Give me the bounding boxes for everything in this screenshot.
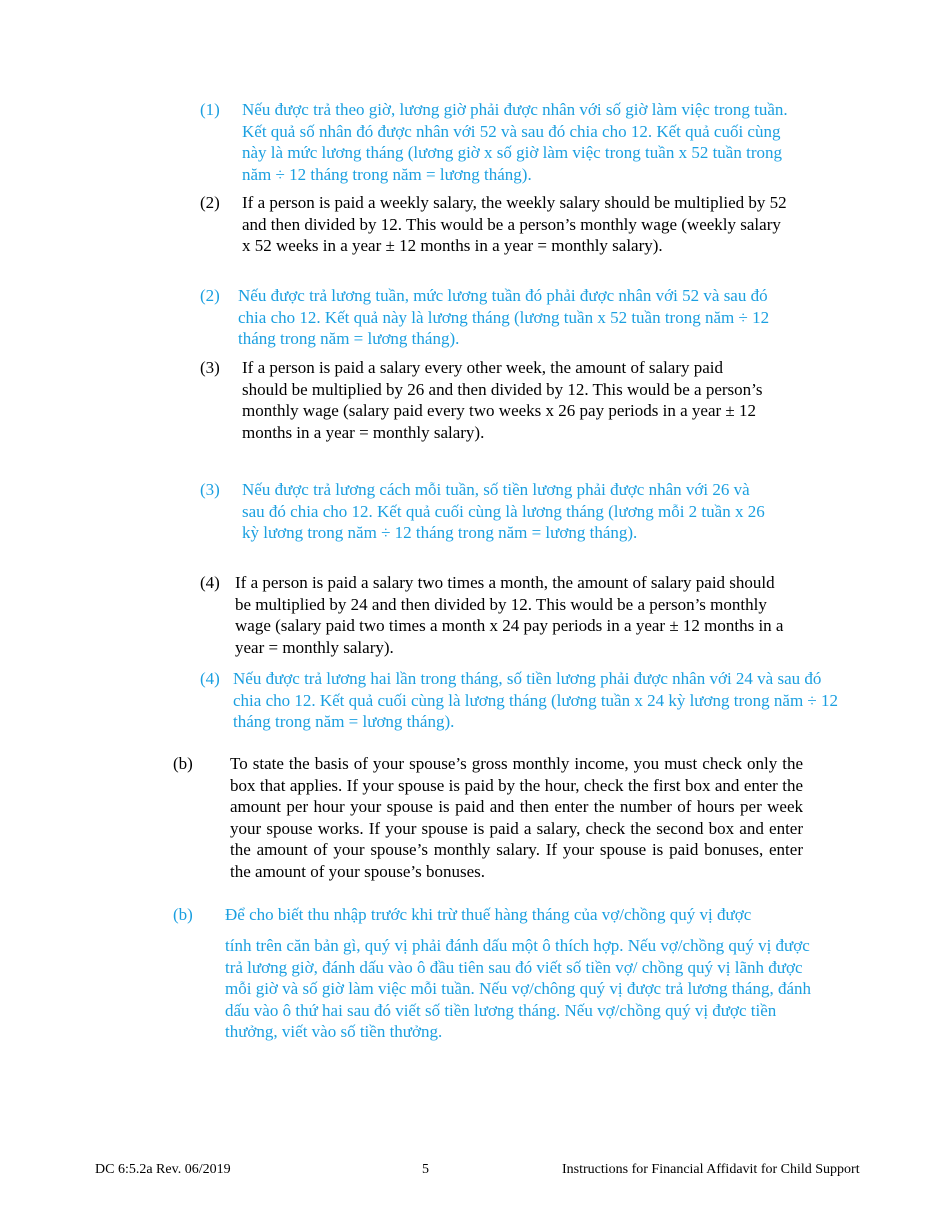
paragraph-b-vi [173, 904, 813, 926]
item-2-vi [200, 285, 775, 350]
paragraph-text: To state the basis of your spouse’s gross monthly income, you must check only the box that applies. If your spouse is paid by the hour, check the first box and enter the amount per hour your spouse is paid and then enter the number of hours per week your spouse works. If your spouse is paid a salary, check the second box and enter the amount of your spouse’s monthly salary. If your spouse is paid bonuses, enter the amount of your spouse’s bonuses. [230, 754, 803, 881]
paragraph-b-vi-body [225, 935, 815, 1043]
item-text: If a person is paid a salary two times a month, the amount of salary paid should be multiplied by 24 and then divided by 12. This would be a person’s monthly wage (salary paid two times a month x 24 pay periods in a year ± 12 months in a year = monthly salary). [235, 573, 784, 657]
footer-page-number: 5 [422, 1162, 429, 1177]
paragraph-first-line: Để cho biết thu nhập trước khi trừ thuế hàng tháng của vợ/chồng quý vị được [225, 905, 752, 924]
item-number: (3) [200, 480, 220, 499]
item-4-en [200, 572, 785, 658]
item-text: If a person is paid a salary every other week, the amount of salary paid should be multiplied by 26 and then divided by 12. This would be a person’s monthly wage (salary paid every two weeks x 26 pay periods in a year ± 12 months in a year = monthly salary). [242, 358, 763, 442]
footer-title: Instructions for Financial Affidavit for Child Support [562, 1162, 860, 1177]
paragraph-text: tính trên căn bản gì, quý vị phải đánh dấu một ô thích hợp. Nếu vợ/chồng quý vị được trả lương giờ, đánh dấu vào ô đầu tiên sau đó viết số tiền vợ/ chồng quý vị lãnh được mỗi giờ và số giờ làm việc mỗi tuần. Nếu vợ/chông quý vị được trả lương tháng, đánh dấu vào ô thứ hai sau đó viết số tiền lương tháng. Nếu vợ/chồng quý vị được tiền thưởng, viết vào số tiền thưởng. [225, 936, 812, 1042]
item-text: Nếu được trả theo giờ, lương giờ phải được nhân với số giờ làm việc trong tuần. Kết quả số nhân đó được nhân với 52 và sau đó chia cho 12. Kết quả cuối cùng này là mức lương tháng (lương giờ x số giờ làm việc trong tuần x 52 tuần trong năm ÷ 12 tháng trong năm = lương tháng). [242, 100, 788, 184]
paragraph-label: (b) [173, 754, 193, 773]
item-4-vi [200, 668, 840, 733]
item-number: (1) [200, 100, 220, 119]
item-number: (4) [200, 573, 220, 592]
item-number: (3) [200, 358, 220, 377]
item-3-vi [200, 479, 765, 544]
item-1-vi [200, 99, 790, 185]
item-number: (4) [200, 669, 220, 688]
paragraph-label: (b) [173, 905, 193, 924]
item-text: If a person is paid a weekly salary, the weekly salary should be multiplied by 52 and then divided by 12. This would be a person’s monthly wage (weekly salary x 52 weeks in a year ± 12 months in a year = monthly salary). [242, 193, 787, 256]
footer-form-id: DC 6:5.2a Rev. 06/2019 [95, 1162, 231, 1177]
item-text: Nếu được trả lương hai lần trong tháng, số tiền lương phải được nhân với 24 và sau đó chia cho 12. Kết quả cuối cùng là lương tháng (lương tuần x 24 kỳ lương trong năm ÷ 12 tháng trong năm = lương tháng). [233, 669, 838, 732]
item-3-en [200, 357, 770, 443]
item-number: (2) [200, 193, 220, 212]
item-text: Nếu được trả lương cách mỗi tuần, số tiền lương phải được nhân với 26 và sau đó chia cho 12. Kết quả cuối cùng là lương tháng (lương mỗi 2 tuần x 26 kỳ lương trong năm ÷ 12 tháng trong năm = lương tháng). [242, 480, 765, 543]
item-2-en [200, 192, 790, 257]
paragraph-b-en [173, 753, 803, 883]
item-text: Nếu được trả lương tuần, mức lương tuần đó phải được nhân với 52 và sau đó chia cho 12. Kết quả này là lương tháng (lương tuần x 52 tuần trong năm ÷ 12 tháng trong năm = lương tháng). [238, 286, 770, 349]
item-number: (2) [200, 286, 220, 305]
